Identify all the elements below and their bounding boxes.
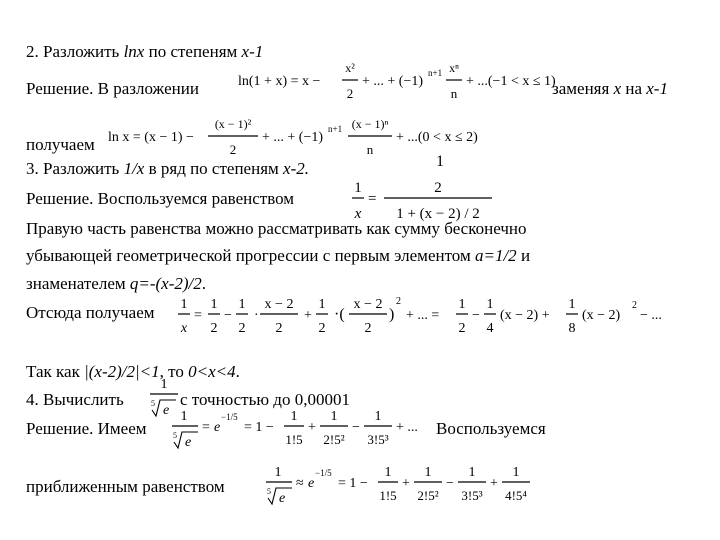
exp-series-formula bbox=[170, 404, 430, 454]
substitution-var: x bbox=[613, 79, 622, 98]
reciprocal-series-formula bbox=[176, 290, 676, 342]
task-3-expression-2: x-2. bbox=[283, 159, 309, 178]
series-lhs-num: 1 bbox=[180, 297, 188, 312]
series-plus-2: + ... = bbox=[406, 308, 440, 323]
solution-2-text: Решение. В разложении bbox=[26, 79, 199, 98]
task-2-heading bbox=[26, 41, 263, 63]
approx-c-den: 3!5³ bbox=[461, 488, 483, 503]
substitution-note bbox=[552, 78, 668, 100]
identity-lhs-den: x bbox=[354, 206, 362, 222]
solution-4-continue-text: Воспользуемся bbox=[436, 419, 546, 438]
series-a-num: 1 bbox=[210, 297, 218, 312]
approx-d-num: 1 bbox=[512, 465, 520, 480]
ln-series-frac2-num: xⁿ bbox=[449, 61, 459, 75]
task-4-root-num: 1 bbox=[160, 377, 168, 392]
exp-series-a-den: 1!5 bbox=[285, 432, 303, 447]
lnx-series-frac1-den: 2 bbox=[229, 142, 237, 157]
series-d-num: 1 bbox=[318, 297, 326, 312]
series-i-num: 1 bbox=[568, 297, 576, 312]
solution-4-continue bbox=[436, 418, 546, 440]
ln-series-frac2-den: n bbox=[450, 86, 458, 101]
convergence-note bbox=[26, 361, 240, 383]
series-eq: = bbox=[194, 308, 202, 323]
solution-4-intro bbox=[26, 418, 147, 440]
approx-root-index: 5 bbox=[267, 487, 271, 496]
ln-series-lhs: ln(1 + x) = x − bbox=[238, 74, 321, 89]
approx-exp: −1/5 bbox=[315, 468, 332, 478]
series-i-exp: 2 bbox=[632, 300, 637, 311]
convergence-suffix: . bbox=[235, 362, 240, 381]
geometric-text-2 bbox=[26, 245, 530, 267]
lnx-series-tail: + ...(0 < x ≤ 2) bbox=[396, 130, 478, 145]
approx-eq2: = 1 − bbox=[338, 476, 368, 491]
svg-text:): ) bbox=[389, 306, 395, 323]
approx-e: e bbox=[308, 476, 315, 491]
ln-series-tail: + ...(−1 < x ≤ 1) bbox=[466, 74, 556, 89]
ln-series-formula bbox=[238, 58, 556, 108]
approx-text: приближенным равенством bbox=[26, 477, 225, 496]
substitution-text: заменяя bbox=[552, 79, 614, 98]
task-3-heading bbox=[26, 158, 309, 180]
exp-series-c-den: 3!5³ bbox=[367, 432, 389, 447]
task-2-expression: x-1 bbox=[241, 42, 264, 61]
series-g-num: 1 bbox=[458, 297, 466, 312]
exp-series-root-base: e bbox=[185, 435, 192, 450]
result-3-label bbox=[26, 302, 155, 324]
svg-text:·: · bbox=[254, 308, 259, 323]
convergence-condition: |(x-2)/2|<1 bbox=[84, 362, 160, 381]
approx-plus2: + bbox=[490, 476, 498, 491]
lnx-series-mid: + ... + (−1) bbox=[262, 130, 324, 145]
series-e-num: x − 2 bbox=[353, 297, 383, 312]
exp-series-minus1: − bbox=[352, 420, 360, 435]
approx-c-num: 1 bbox=[468, 465, 476, 480]
identity-rhs-den: 1 + (x − 2) / 2 bbox=[396, 206, 480, 222]
ln-series-exp: n+1 bbox=[428, 68, 443, 78]
series-minus-1: − bbox=[224, 308, 232, 323]
geometric-text-1-content: Правую часть равенства можно рассматривать как сумму бесконечно bbox=[26, 219, 527, 238]
series-b-den: 2 bbox=[238, 321, 246, 336]
solution-3-intro bbox=[26, 188, 294, 210]
series-i-x: (x − 2) bbox=[582, 308, 621, 323]
series-g-den: 2 bbox=[458, 321, 466, 336]
exp-series-c-num: 1 bbox=[374, 409, 382, 424]
geometric-text-1 bbox=[26, 218, 527, 240]
approx-label bbox=[26, 476, 225, 498]
task-4-root-base: e bbox=[163, 403, 170, 418]
approx-a-den: 1!5 bbox=[379, 488, 397, 503]
series-h-den: 4 bbox=[486, 321, 494, 336]
series-e-exp: 2 bbox=[396, 296, 401, 307]
series-c-den: 2 bbox=[275, 321, 283, 336]
approx-root-base: e bbox=[279, 491, 286, 506]
approx-series-formula bbox=[264, 460, 554, 510]
lnx-series-frac2-den: n bbox=[366, 142, 374, 157]
exp-series-e: e bbox=[214, 420, 221, 435]
result-2-text: получаем bbox=[26, 135, 95, 154]
series-c-num: x − 2 bbox=[264, 297, 294, 312]
task-4-prefix: 4. Вычислить bbox=[26, 390, 124, 409]
series-tail: − ... bbox=[640, 308, 662, 323]
identity-top-numeral: 1 bbox=[436, 153, 444, 170]
task-2-middle: по степеням bbox=[144, 42, 242, 61]
result-3-text: Отсюда получаем bbox=[26, 303, 155, 322]
series-h-x: (x − 2) + bbox=[500, 308, 550, 323]
series-i-den: 8 bbox=[568, 321, 576, 336]
task-4-heading bbox=[26, 389, 124, 411]
exp-series-eq1: = bbox=[202, 420, 210, 435]
series-lhs-den: x bbox=[180, 321, 188, 336]
solution-2-intro bbox=[26, 78, 199, 100]
identity-lhs-num: 1 bbox=[354, 180, 362, 196]
lnx-series-exp: n+1 bbox=[328, 124, 343, 134]
task-2-function: lnx bbox=[123, 42, 145, 61]
ratio-expr: q=-(x-2)/2 bbox=[129, 274, 202, 293]
exp-series-b-den: 2!5² bbox=[323, 432, 345, 447]
series-d-den: 2 bbox=[318, 321, 326, 336]
convergence-prefix: Так как bbox=[26, 362, 85, 381]
approx-b-num: 1 bbox=[424, 465, 432, 480]
solution-3-text: Решение. Воспользуемся равенством bbox=[26, 189, 295, 208]
approx-b-den: 2!5² bbox=[417, 488, 439, 503]
series-a-den: 2 bbox=[210, 321, 218, 336]
approx-sign: ≈ bbox=[296, 476, 304, 491]
series-plus-1: + bbox=[304, 308, 312, 323]
solution-4-text: Решение. Имеем bbox=[26, 419, 147, 438]
svg-text:·(: ·( bbox=[334, 306, 345, 323]
task-3-middle: в ряд по степеням bbox=[144, 159, 284, 178]
task-2-prefix: 2. Разложить bbox=[26, 42, 124, 61]
series-e-den: 2 bbox=[364, 321, 372, 336]
approx-root-num: 1 bbox=[274, 465, 282, 480]
approx-a-num: 1 bbox=[384, 465, 392, 480]
exp-series-b-num: 1 bbox=[330, 409, 338, 424]
series-minus-2: − bbox=[472, 308, 480, 323]
exp-series-root-num: 1 bbox=[180, 409, 188, 424]
convergence-interval: 0<x<4 bbox=[188, 362, 236, 381]
task-3-expression: 1/x bbox=[123, 159, 145, 178]
task-4-root-index: 5 bbox=[151, 399, 155, 408]
ln-series-frac1-num: x² bbox=[345, 61, 355, 75]
ln-series-mid: + ... + (−1) bbox=[362, 74, 424, 89]
lnx-series-frac2-num: (x − 1)ⁿ bbox=[351, 117, 389, 131]
result-2-label bbox=[26, 134, 95, 156]
exp-series-root-index: 5 bbox=[173, 431, 177, 440]
task-4-accuracy-text: с точностью до 0,00001 bbox=[180, 390, 350, 409]
geometric-text-2-prefix: убывающей геометрической прогрессии с первым элементом bbox=[26, 246, 475, 265]
approx-d-den: 4!5⁴ bbox=[505, 488, 527, 503]
identity-eq: = bbox=[368, 191, 377, 207]
convergence-middle: , то bbox=[159, 362, 189, 381]
series-b-num: 1 bbox=[238, 297, 246, 312]
approx-minus1: − bbox=[446, 476, 454, 491]
ln-series-frac1-den: 2 bbox=[346, 86, 354, 101]
geometric-text-3-suffix: . bbox=[201, 274, 207, 293]
lnx-series-frac1-num: (x − 1)² bbox=[214, 117, 252, 131]
lnx-series-lhs: ln x = (x − 1) − bbox=[108, 130, 194, 145]
exp-series-plus1: + bbox=[308, 420, 316, 435]
reciprocal-identity-formula bbox=[350, 148, 500, 228]
exp-series-eq2: = 1 − bbox=[244, 420, 274, 435]
substitution-mid: на bbox=[621, 79, 647, 98]
geometric-text-3-prefix: знаменателем bbox=[26, 274, 130, 293]
identity-rhs-num: 2 bbox=[434, 180, 442, 196]
exp-series-a-num: 1 bbox=[290, 409, 298, 424]
exp-series-exp: −1/5 bbox=[221, 412, 238, 422]
approx-plus1: + bbox=[402, 476, 410, 491]
substitution-expr: x-1 bbox=[646, 79, 668, 98]
task-3-prefix: 3. Разложить bbox=[26, 159, 124, 178]
exp-series-tail: + ... bbox=[396, 420, 418, 435]
first-element-expr: a=1/2 bbox=[474, 246, 517, 265]
geometric-text-2-suffix: и bbox=[516, 246, 531, 265]
series-h-num: 1 bbox=[486, 297, 494, 312]
